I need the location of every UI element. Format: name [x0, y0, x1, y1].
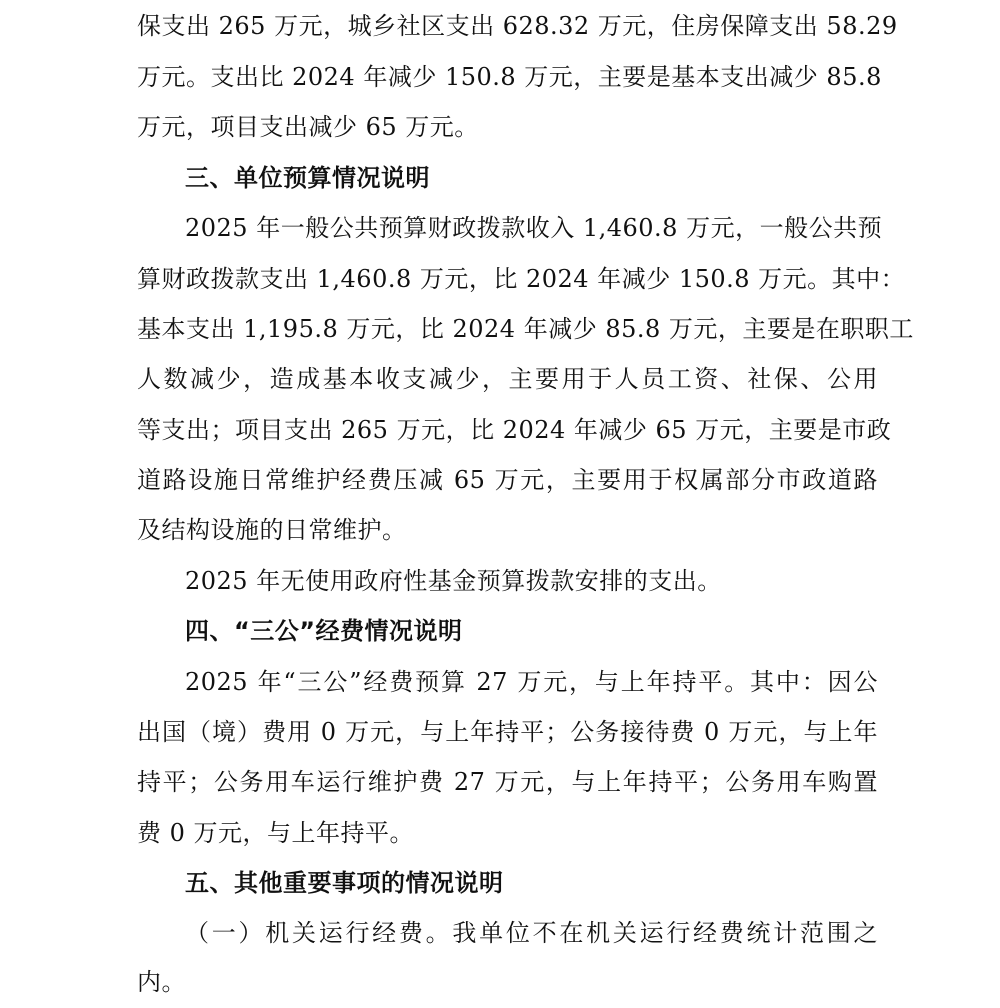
paragraph-line: 2025 年一般公共预算财政拨款收入 1,460.8 万元，一般公共预 — [185, 214, 883, 242]
paragraph-line: 2025 年“三公”经费预算 27 万元，与上年持平。其中：因公 — [185, 668, 878, 696]
paragraph-line: 及结构设施的日常维护。 — [137, 516, 407, 544]
paragraph-line: 等支出；项目支出 265 万元，比 2024 年减少 65 万元，主要是市政 — [137, 416, 892, 444]
paragraph-line: 出国（境）费用 0 万元，与上年持平；公务接待费 0 万元，与上年 — [137, 718, 878, 746]
section-heading: 三、单位预算情况说明 — [185, 164, 430, 192]
paragraph-line: 基本支出 1,195.8 万元，比 2024 年减少 85.8 万元，主要是在职职工 — [137, 315, 914, 343]
paragraph-line: （一）机关运行经费。我单位不在机关运行经费统计范围之 — [185, 919, 878, 947]
paragraph-line: 人数减少，造成基本收支减少，主要用于人员工资、社保、公用 — [137, 365, 878, 393]
paragraph-line: 持平；公务用车运行维护费 27 万元，与上年持平；公务用车购置 — [137, 768, 878, 796]
paragraph-line: 万元。支出比 2024 年减少 150.8 万元，主要是基本支出减少 85.8 — [137, 63, 882, 91]
paragraph-line: 内。 — [137, 968, 186, 996]
paragraph-line: 算财政拨款支出 1,460.8 万元，比 2024 年减少 150.8 万元。其中： — [137, 265, 906, 293]
paragraph-line: 万元，项目支出减少 65 万元。 — [137, 113, 479, 141]
paragraph-line: 道路设施日常维护经费压减 65 万元，主要用于权属部分市政道路 — [137, 466, 878, 494]
section-heading: 五、其他重要事项的情况说明 — [185, 869, 504, 897]
paragraph-line: 2025 年无使用政府性基金预算拨款安排的支出。 — [185, 567, 722, 595]
paragraph-line: 费 0 万元，与上年持平。 — [137, 819, 415, 847]
section-heading: 四、“三公”经费情况说明 — [185, 617, 463, 645]
paragraph-line: 保支出 265 万元，城乡社区支出 628.32 万元，住房保障支出 58.29 — [137, 12, 898, 40]
